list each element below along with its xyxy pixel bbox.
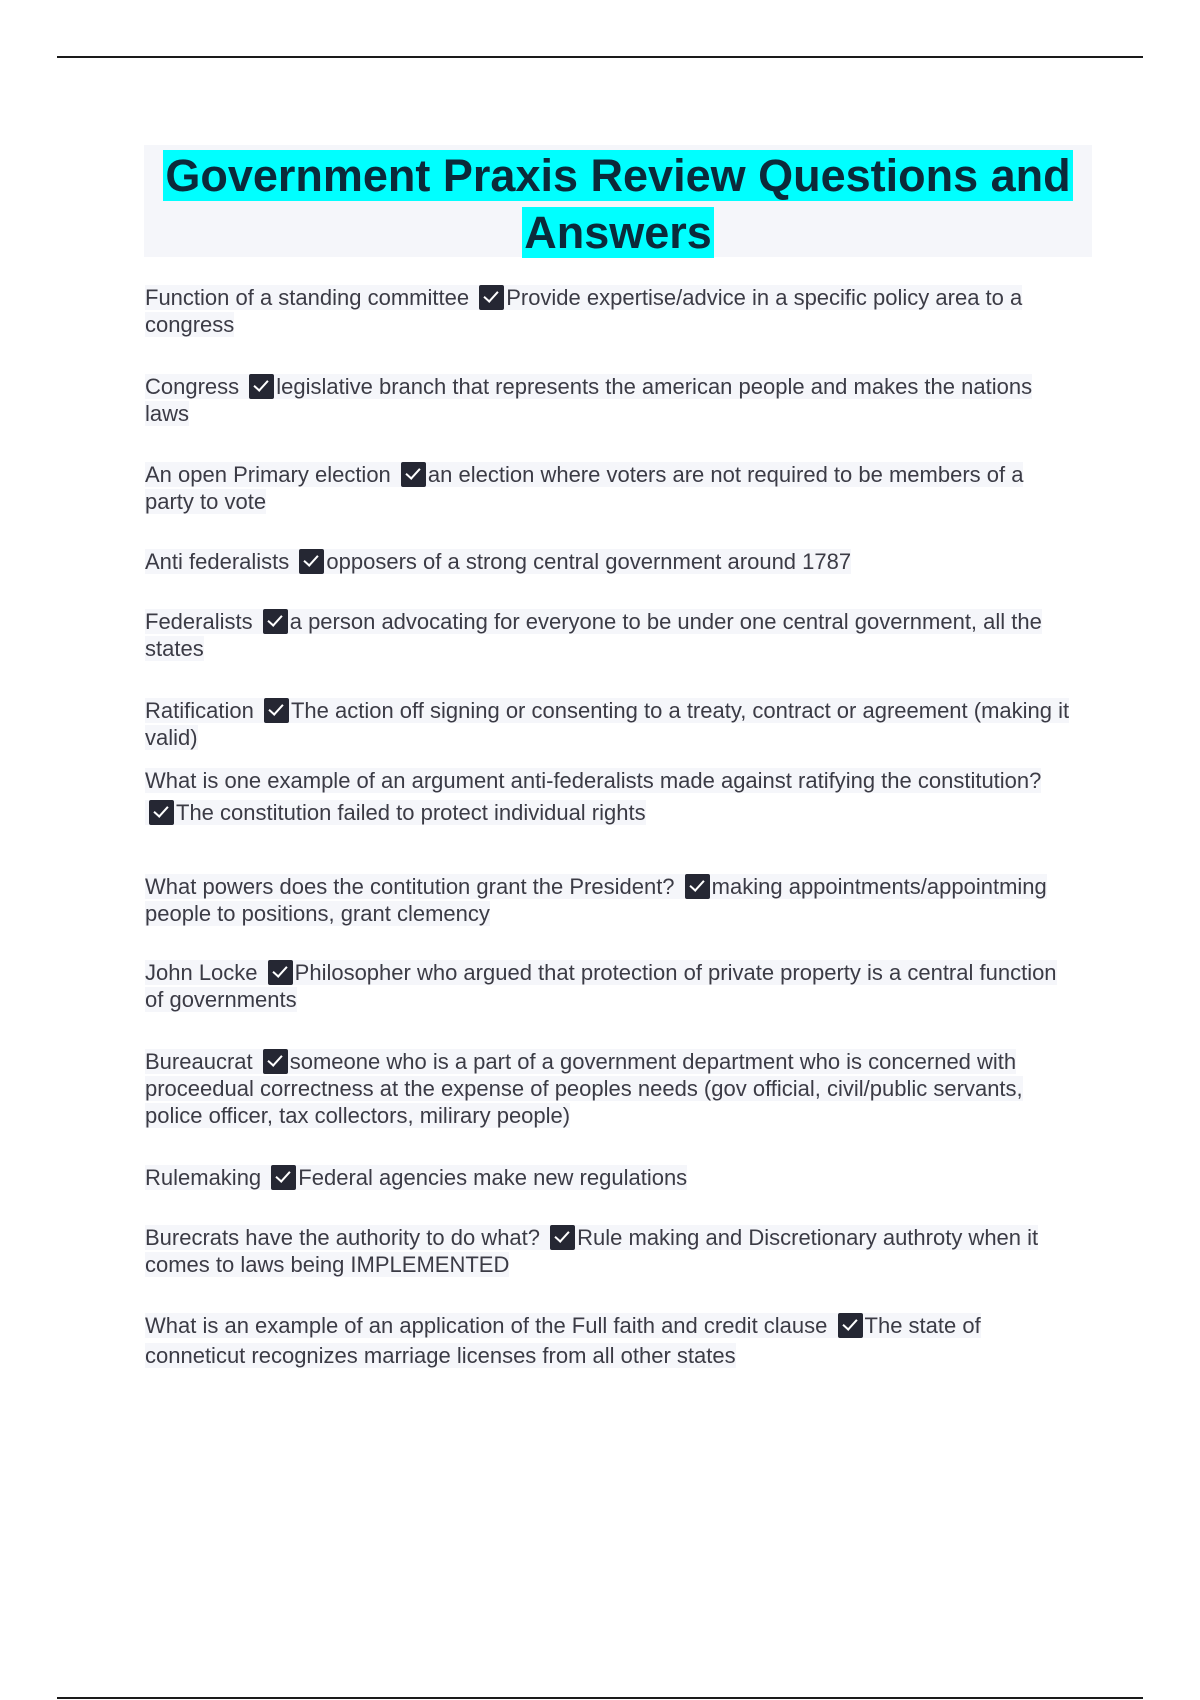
checkmark-box-icon [685,874,710,899]
qa-item [145,608,1075,662]
qa-answer: Provide expertise/advice in a specific policy area to a congress [145,285,1023,337]
qa-answer: legislative branch that represents the american people and makes the nations laws [145,374,1033,426]
qa-term: An open Primary election [145,462,391,487]
qa-term: John Locke [145,960,258,985]
qa-term: Ratification [145,698,254,723]
checkmark-box-icon [149,800,174,825]
qa-answer: The action off signing or consenting to a treaty, contract or agreement (making it valid) [145,698,1070,750]
qa-answer: an election where voters are not required to be members of a party to vote [145,462,1024,514]
qa-term: Anti federalists [145,549,290,574]
qa-item [145,959,1075,1013]
bottom-rule [57,1697,1143,1699]
checkmark-box-icon [479,285,504,310]
checkmark-box-icon [264,698,289,723]
qa-item [145,1048,1075,1129]
checkmark-box-icon [249,374,274,399]
checkmark-box-icon [838,1313,863,1338]
title-block [144,145,1092,257]
qa-item [145,548,1075,575]
checkmark-box-icon [401,462,426,487]
qa-answer: a person advocating for everyone to be under one central government, all the states [145,609,1042,661]
checkmark-box-icon [263,1049,288,1074]
qa-term: What powers does the contitution grant the President? [145,874,675,899]
page-title-text: Government Praxis Review Questions and Answers [165,150,1071,258]
qa-item [145,697,1075,751]
qa-item [145,1164,1075,1191]
page-title [144,145,1092,261]
qa-term: What is an example of an application of the Full faith and credit clause [145,1313,828,1338]
qa-term: What is one example of an argument anti-federalists made against ratifying the constitution? [145,768,1042,793]
checkmark-box-icon [268,960,293,985]
qa-item [145,873,1075,927]
qa-item [145,461,1075,515]
qa-term: Federalists [145,609,253,634]
qa-answer: Rule making and Discretionary authroty when it comes to laws being IMPLEMENTED [145,1225,1039,1277]
checkmark-box-icon [550,1225,575,1250]
qa-item [145,1224,1075,1278]
qa-answer: Philosopher who argued that protection of private property is a central function of governments [145,960,1057,1012]
qa-term: Bureaucrat [145,1049,253,1074]
checkmark-box-icon [271,1165,296,1190]
qa-answer: Federal agencies make new regulations [298,1165,688,1190]
qa-answer: The state of conneticut recognizes marriage licenses from all other states [145,1313,981,1368]
qa-term: Burecrats have the authority to do what? [145,1225,541,1250]
qa-term: Function of a standing committee [145,285,470,310]
checkmark-box-icon [263,609,288,634]
checkmark-box-icon [299,549,324,574]
qa-answer: The constitution failed to protect individual rights [176,800,646,825]
qa-answer: someone who is a part of a government department who is concerned with proceedual correctness at the expense of peoples needs (gov official, civil/public servants, police officer, tax collectors, milirary people) [145,1049,1023,1128]
top-rule [57,56,1143,58]
qa-term: Congress [145,374,240,399]
qa-item [145,373,1075,427]
qa-item [145,284,1075,338]
qa-item [145,1311,1075,1371]
qa-term: Rulemaking [145,1165,262,1190]
qa-item [145,765,1075,829]
qa-answer: making appointments/appointming people to positions, grant clemency [145,874,1047,926]
qa-answer: opposers of a strong central government around 1787 [326,549,852,574]
